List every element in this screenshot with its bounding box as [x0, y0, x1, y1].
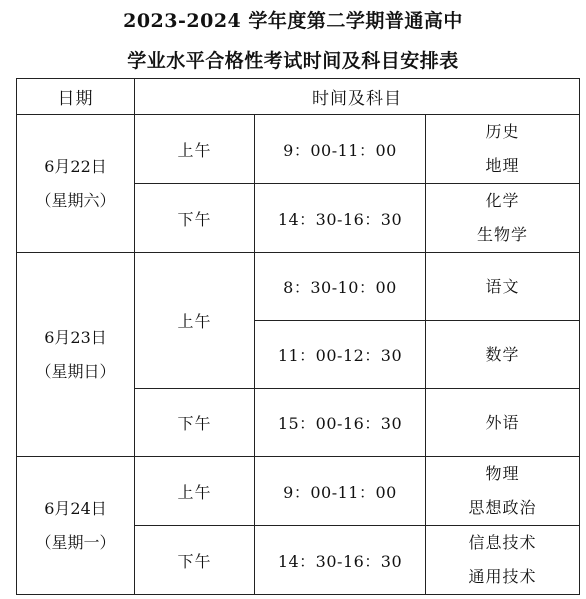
date-cell: [17, 253, 135, 457]
weekday-label: （星期一）: [35, 532, 116, 552]
subject-label: 信息技术: [468, 533, 537, 552]
time-cell: 14：30-16：30: [255, 526, 426, 595]
time-cell: 15：00-16：30: [255, 389, 426, 457]
time-cell: 14：30-16：30: [255, 184, 426, 253]
time-cell: 9：00-11：00: [255, 115, 426, 184]
subject-label: 物理: [485, 464, 520, 483]
date-label: 6月22日: [44, 156, 107, 176]
period-afternoon: 下午: [135, 526, 255, 595]
header-date: 日期: [17, 79, 135, 115]
period-morning: 上午: [135, 115, 255, 184]
subject-cell: [426, 253, 580, 321]
subject-label: 数学: [485, 344, 520, 364]
subject-label: 地理: [485, 156, 520, 175]
subject-cell: [426, 184, 580, 253]
weekday-label: （星期日）: [35, 361, 116, 381]
subject-label: 通用技术: [468, 567, 537, 586]
date-label: 6月23日: [44, 327, 107, 347]
header-time-subject: 时间及科目: [135, 79, 580, 115]
subject-cell: [426, 389, 580, 457]
subject-cell: [426, 526, 580, 595]
subject-label: 思想政治: [468, 498, 537, 517]
subject-cell: [426, 457, 580, 526]
date-label: 6月24日: [44, 498, 107, 518]
period-afternoon: 下午: [135, 184, 255, 253]
subject-cell: [426, 115, 580, 184]
subject-label: 生物学: [477, 225, 529, 244]
subject-label: 化学: [485, 191, 520, 210]
period-morning: 上午: [135, 457, 255, 526]
date-cell: [17, 457, 135, 595]
table-row: [17, 253, 580, 321]
exam-schedule-table: [16, 78, 580, 595]
weekday-label: （星期六）: [35, 190, 116, 210]
table-header-row: [17, 79, 580, 115]
date-cell: [17, 115, 135, 253]
subject-label: 外语: [485, 412, 520, 432]
document-title-line-2: 学业水平合格性考试时间及科目安排表: [127, 50, 459, 72]
subject-cell: [426, 321, 580, 389]
document-title-line-1: 2023-2024 学年度第二学期普通高中: [123, 10, 463, 32]
subject-label: 语文: [485, 276, 520, 296]
table-row: [17, 115, 580, 184]
time-cell: 11：00-12：30: [255, 321, 426, 389]
period-morning: 上午: [135, 253, 255, 389]
table-row: [17, 457, 580, 526]
subject-label: 历史: [485, 122, 520, 141]
time-cell: 8：30-10：00: [255, 253, 426, 321]
time-cell: 9：00-11：00: [255, 457, 426, 526]
period-afternoon: 下午: [135, 389, 255, 457]
